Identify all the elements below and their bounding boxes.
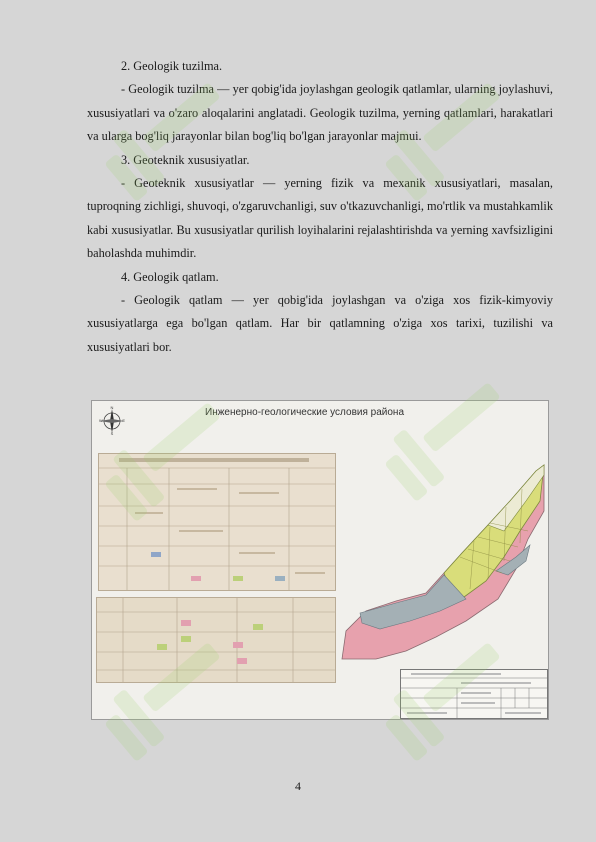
legend-table-top (98, 453, 336, 591)
paragraph-geologik-tuzilma: - Geologik tuzilma — yer qobig'ida joylashgan geologik qatlamlar, ularning joylashuvi, xususiyatlari va o'zaro aloqalarini anglatadi. Geologik tuzilma, yerning qatlamlari, harakatlari va ularga bog'liq jarayonlar bilan bog'liq bo'lgan jarayonlar majmui. (87, 82, 553, 144)
legend-table-top-graphic (99, 454, 335, 590)
heading-geologik-qatlam: 4. Geologik qatlam. (121, 269, 219, 284)
title-block-graphic (401, 670, 547, 718)
heading-geoteknik-xususiyatlar: 3. Geoteknik xususiyatlar. (121, 152, 250, 167)
legend-table-bottom-graphic (97, 598, 335, 682)
compass-east-label: E (122, 418, 125, 423)
paragraph-geoteknik-xususiyatlar: - Geoteknik xususiyatlar — yerning fizik va mexanik xususiyatlari, masalan, tuproqning zichligi, shuvoqi, o'zgaruvchanligi, suv o'tkazuvchanligi, mo'rtlik va mustahkamlik kabi xususiyatlar. Bu xususiyatlar qurilish loyihalarini rejalashtirishda va yerning xavfsizligini baholashda muhimdir. (87, 176, 553, 261)
compass-north-label: N (110, 405, 114, 410)
page-number: 4 (295, 779, 301, 793)
paragraph-geologik-qatlam: - Geologik qatlam — yer qobig'ida joylashgan va o'ziga xos fizik-kimyoviy xususiyatlarga ega bo'lgan qatlam. Har bir qatlamning o'ziga xos tarixi, tuzilishi va xususiyatlari bor. (87, 293, 553, 354)
engineering-geology-figure (91, 400, 549, 720)
legend-table-bottom (96, 597, 336, 683)
compass-rose-icon (98, 405, 126, 435)
heading-geologik-tuzilma: 2. Geologik tuzilma. (121, 59, 223, 73)
title-block-stamp (400, 669, 548, 719)
compass-west-label: W (99, 418, 103, 423)
district-map (340, 461, 546, 661)
compass-south-label: S (110, 431, 114, 435)
figure-title: Инженерно-геологические условия района (205, 407, 405, 418)
body-text (87, 55, 553, 359)
